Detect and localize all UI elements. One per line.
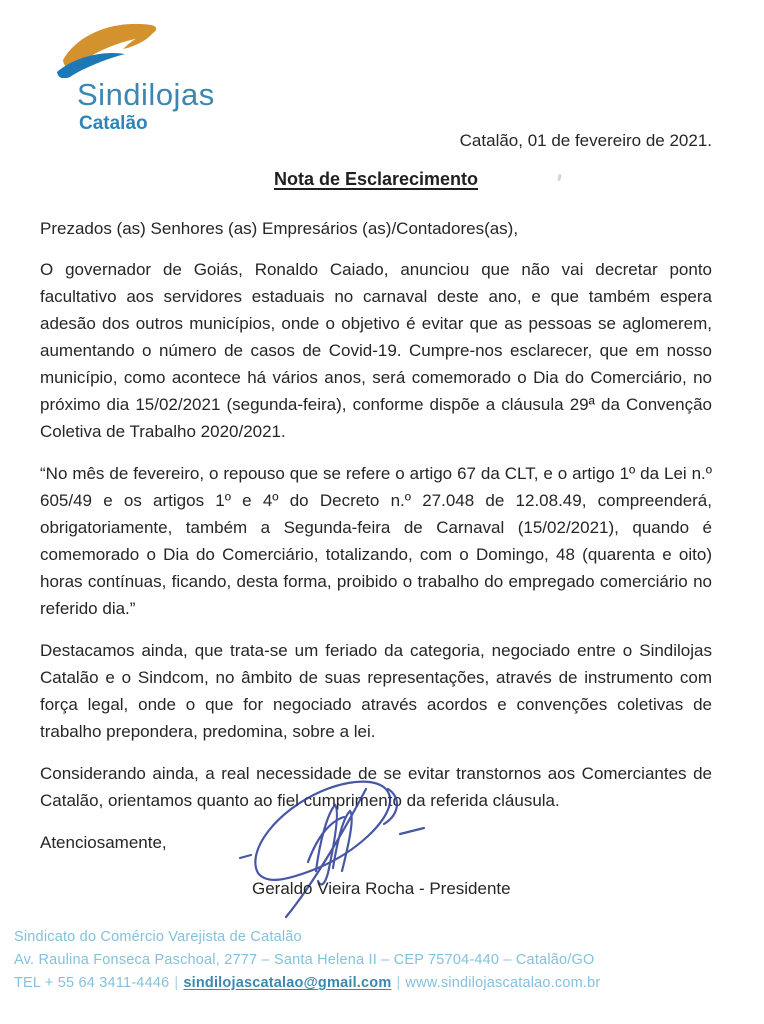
- logo-city-text: Catalão: [79, 113, 148, 134]
- footer-separator: |: [174, 975, 179, 991]
- footer: [14, 926, 744, 995]
- logo-brand-text: Sindilojas: [77, 77, 215, 112]
- sindilojas-swoosh-icon: [57, 20, 207, 78]
- signer-name: Geraldo Vieira Rocha - Presidente: [252, 879, 511, 898]
- footer-address: Av. Raulina Fonseca Paschoal, 2777 – Santa Helena II – CEP 75704-440 – Catalão/GO: [14, 952, 595, 968]
- paragraph-governor: O governador de Goiás, Ronaldo Caiado, anunciou que não vai decretar ponto facultativo aos servidores estaduais no carnaval deste ano, e que também espera adesão dos outros municípios, onde o objetivo é evitar que as pessoas se aglomerem, aumentando o número de casos de Covid-19. Cumpre-nos esclarecer, que em nosso município, como acontece há vários anos, será comemorado o Dia do Comerciário, no próximo dia 15/02/2021 (segunda-feira), conforme dispõe a cláusula 29ª da Convenção Coletiva de Trabalho 2020/2021.: [40, 260, 712, 441]
- footer-phone: TEL + 55 64 3411-4446: [14, 975, 170, 991]
- paragraph-legal-quote: “No mês de fevereiro, o repouso que se refere o artigo 67 da CLT, e o artigo 1º da Lei n.º 605/49 e os artigos 1º e 4º do Decreto n.º 27.048 de 12.08.49, compreenderá, obrigatoriamente, também a Segunda-feira de Carnaval (15/02/2021), quando é comemorado o Dia do Comerciário, totalizando, com o Domingo, 48 (quarenta e oito) horas contínuas, ficando, desta forma, proibido o trabalho do empregado comerciário no referido dia.”: [40, 464, 712, 618]
- footer-separator: |: [396, 975, 401, 991]
- footer-contact-line: [14, 972, 744, 995]
- document-title: Nota de Esclarecimento: [273, 169, 479, 189]
- paragraph-category-holiday: Destacamos ainda, que trata-se um feriado da categoria, negociado entre o Sindilojas Catalão e o Sindcom, no âmbito de suas representações, através de instrumento com força legal, onde o que for negociado através acordos e convenções coletivas de trabalho prepondera, predomina, sobre a lei.: [40, 641, 712, 741]
- email-link[interactable]: sindilojascatalao@gmail.com: [183, 975, 392, 991]
- paragraph-considering: Considerando ainda, a real necessidade de se evitar transtornos aos Comerciantes de Catalão, orientamos quanto ao fiel cumprimento da referida cláusula.: [40, 764, 712, 810]
- website-link[interactable]: www.sindilojascatalao.com.br: [405, 975, 601, 991]
- salutation: Prezados (as) Senhores (as) Empresários (as)/Contadores(as),: [40, 219, 519, 238]
- closing-text: Atenciosamente,: [40, 833, 167, 852]
- logo: [55, 20, 255, 134]
- place-date-line: Catalão, 01 de fevereiro de 2021.: [459, 131, 712, 150]
- footer-org: Sindicato do Comércio Varejista de Catalão: [14, 929, 302, 945]
